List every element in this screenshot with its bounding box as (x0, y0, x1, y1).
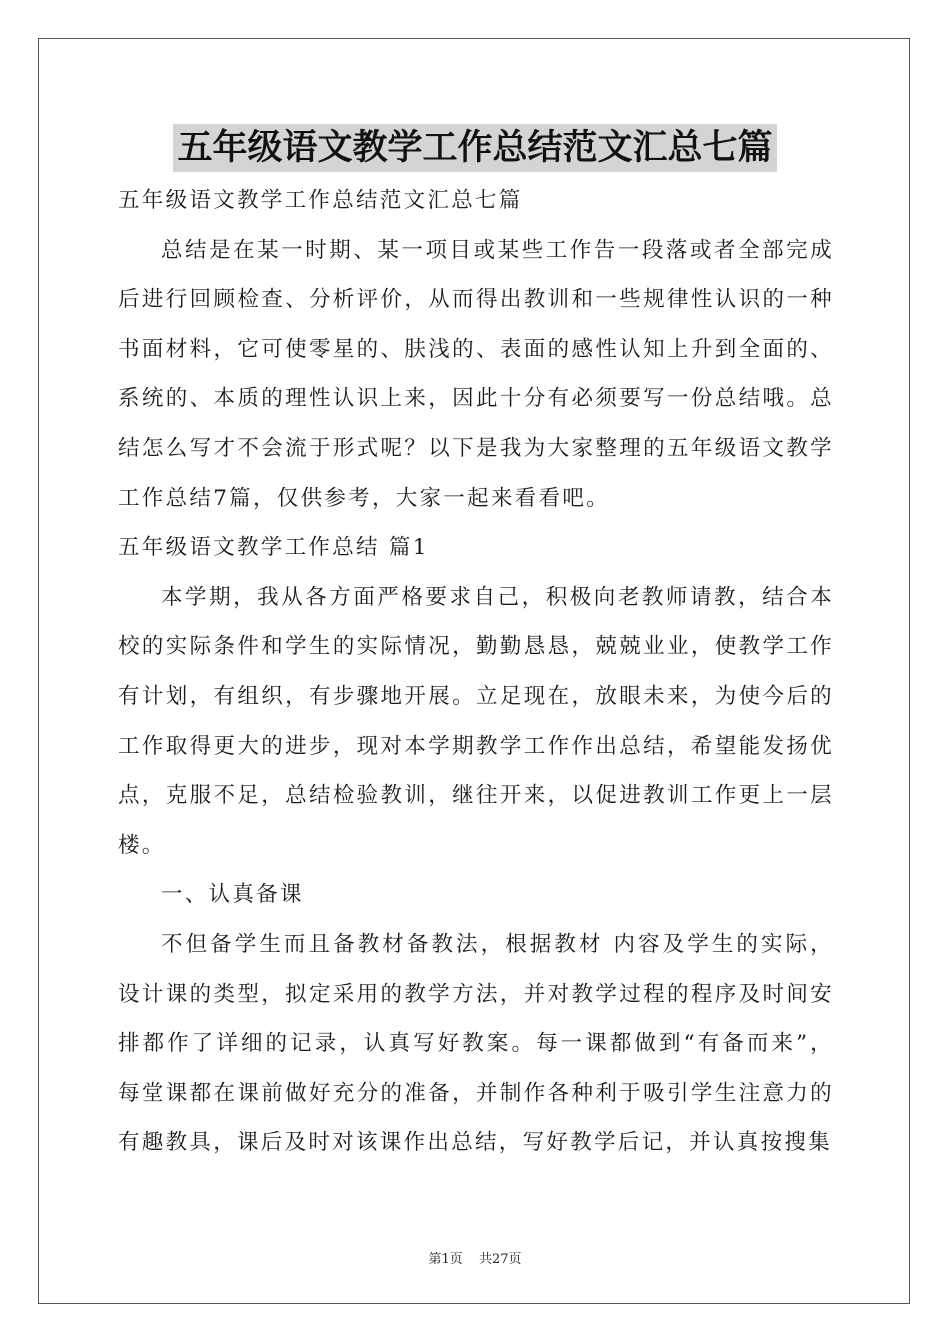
page-number: 第1页 (428, 1252, 463, 1267)
subsection-heading: 一、认真备课 (161, 882, 304, 908)
section-heading: 五年级语文教学工作总结 篇1 (118, 535, 429, 561)
document-title: 五年级语文教学工作总结范文汇总七篇 (173, 124, 776, 172)
page-footer (0, 1248, 950, 1267)
title-container (0, 124, 950, 172)
document-body (118, 176, 834, 1168)
page-total: 共27页 (478, 1252, 522, 1267)
intro-paragraph: 总结是在某一时期、某一项目或某些工作告一段落或者全部完成后进行回顾检查、分析评价，从而得出教训和一些规律性认识的一种书面材料，它可使零星的、肤浅的、表面的感性认知上升到全面的、系统的、本质的理性认识上来，因此十分有必须要写一份总结哦。总结怎么写才不会流于形式呢？以下是我为大家整理的五年级语文教学工作总结7篇，仅供参考，大家一起来看看吧。 (118, 237, 834, 511)
subtitle-line: 五年级语文教学工作总结范文汇总七篇 (118, 188, 523, 213)
body-paragraph: 不但备学生而且备教材备教法，根据教材 内容及学生的实际，设计课的类型，拟定采用的教学方法，并对教学过程的程序及时间安排都作了详细的记录，认真写好教案。每一课都做到“有备而来”，每堂课都在课前做好充分的准备，并制作各种利于吸引学生注意力的有趣教具，课后及时对该课作出总结，写好教学后记，并认真按搜集 (118, 931, 834, 1156)
body-paragraph: 本学期，我从各方面严格要求自己，积极向老教师请教，结合本校的实际条件和学生的实际情况，勤勤恳恳，兢兢业业，使教学工作有计划，有组织，有步骤地开展。立足现在，放眼未来，为使今后的工作取得更大的进步，现对本学期教学工作作出总结，希望能发扬优点，克服不足，总结检验教训，继往开来，以促进教训工作更上一层楼。 (118, 584, 834, 858)
